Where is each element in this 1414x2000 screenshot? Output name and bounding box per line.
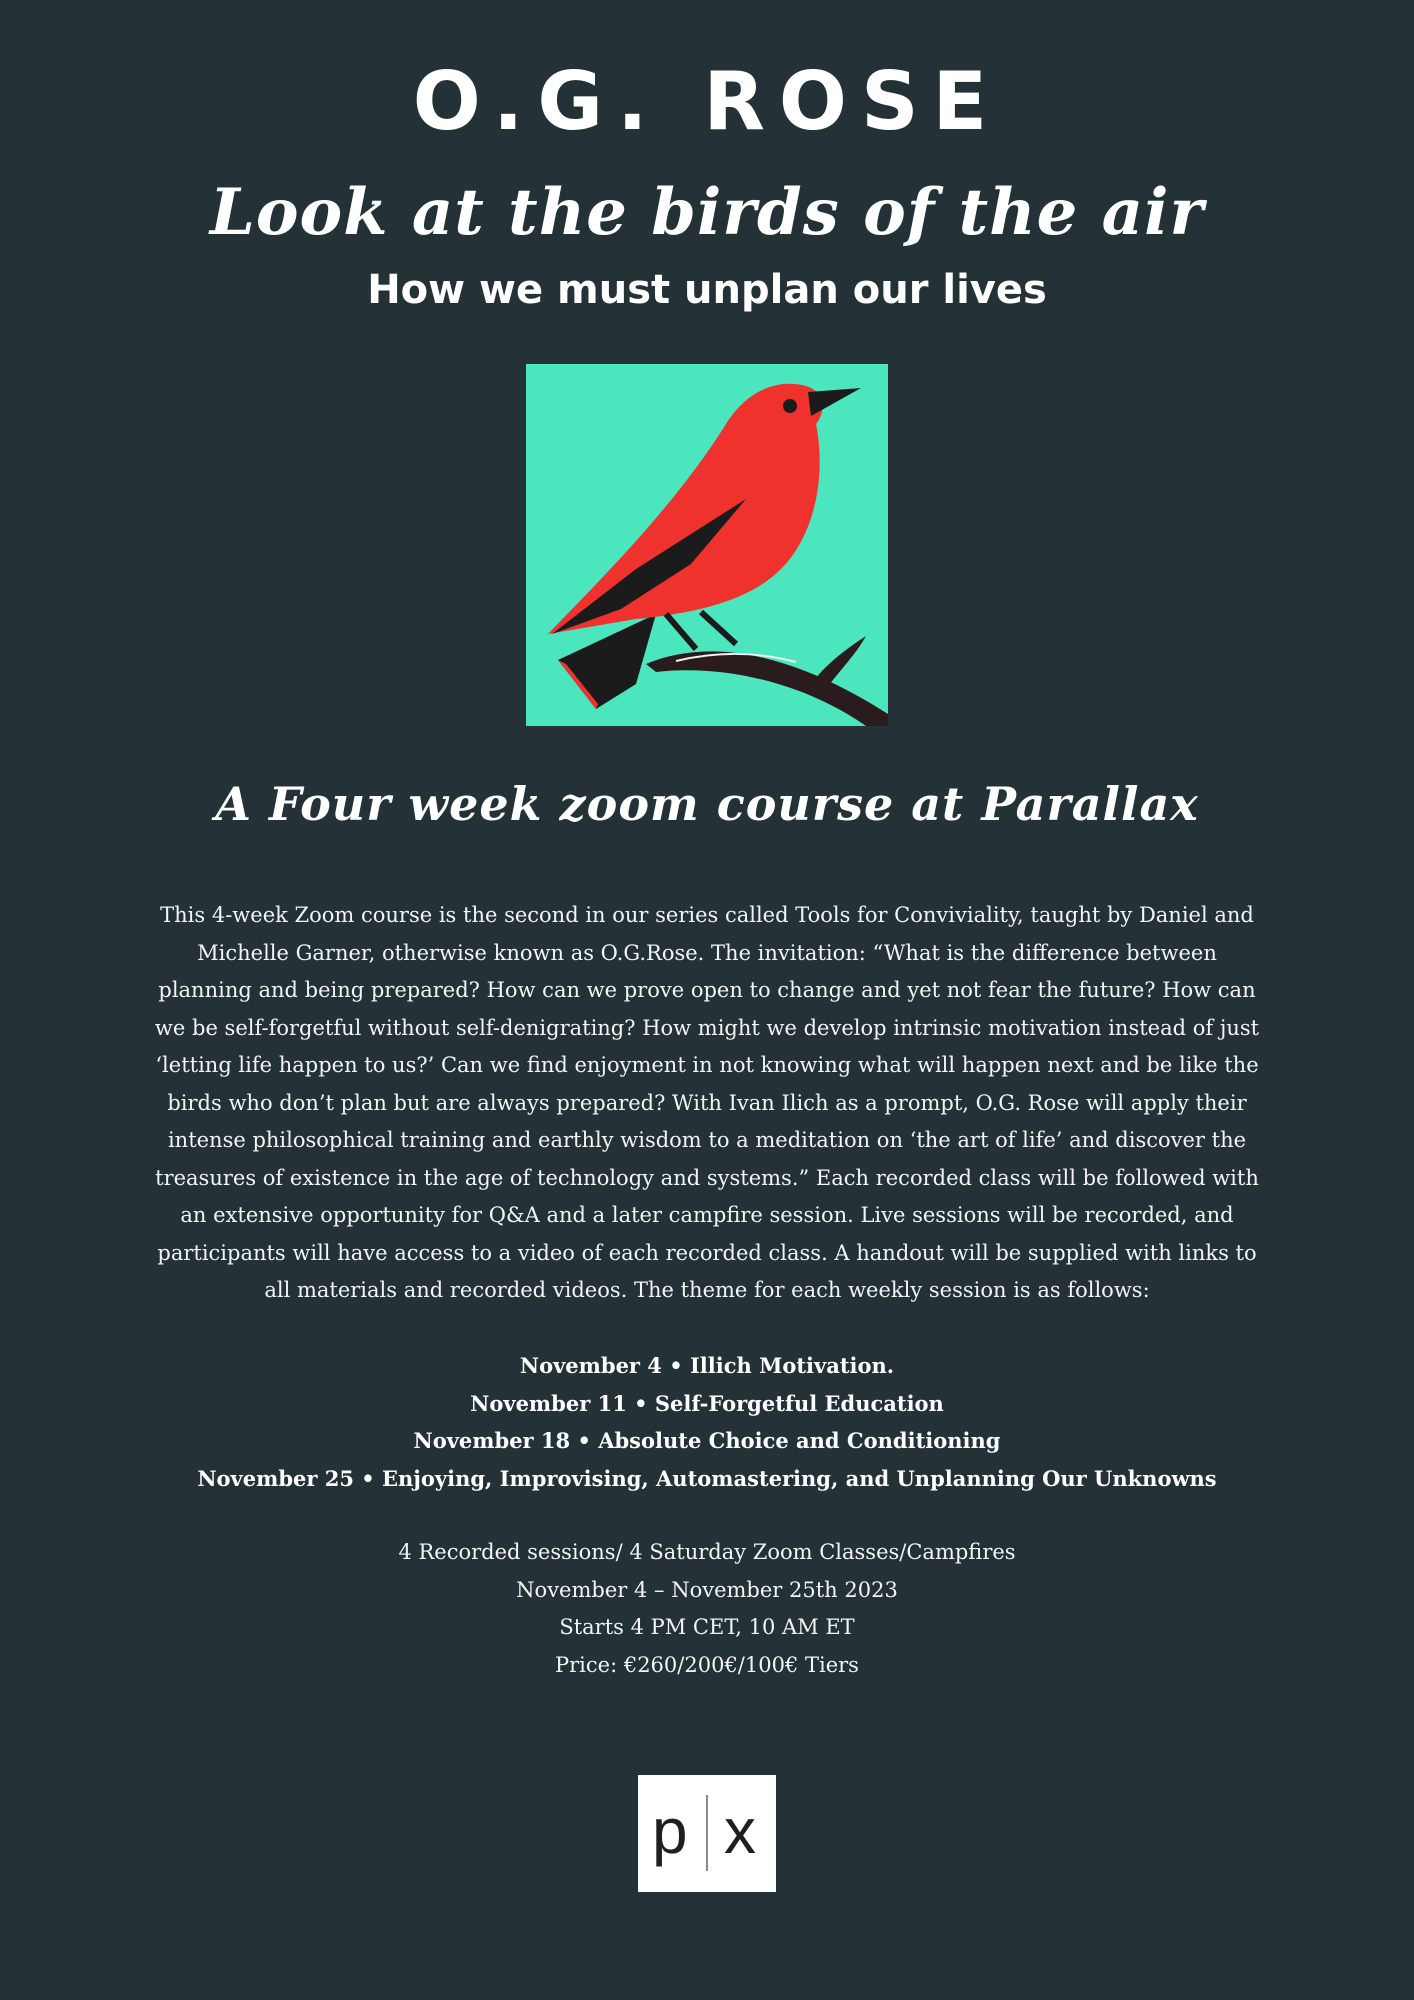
- course-dates: November 4 – November 25th 2023: [516, 1577, 898, 1602]
- parallax-logo: [638, 1775, 776, 1892]
- event-subtitle: How we must unplan our lives: [367, 267, 1047, 313]
- session-item: November 18 • Absolute Choice and Conditioning: [413, 1428, 1001, 1453]
- logo-divider: [706, 1795, 708, 1871]
- bird-eye: [783, 399, 797, 413]
- event-title: Look at the birds of the air: [209, 175, 1205, 250]
- red-bird-illustration: [526, 364, 888, 726]
- course-details: [0, 1534, 1414, 1684]
- course-time: Starts 4 PM CET, 10 AM ET: [559, 1615, 855, 1639]
- course-format: 4 Recorded sessions/ 4 Saturday Zoom Classes/Campfires: [398, 1540, 1016, 1564]
- author-name: O.G. ROSE: [412, 55, 1002, 148]
- logo-letter-x: x: [724, 1795, 756, 1867]
- course-price: Price: €260/200€/100€ Tiers: [555, 1652, 859, 1677]
- session-list: [0, 1347, 1414, 1497]
- session-item: November 11 • Self-Forgetful Education: [470, 1390, 944, 1416]
- course-heading: A Four week zoom course at Parallax: [215, 777, 1199, 831]
- course-description: This 4-week Zoom course is the second in our series called Tools for Conviviality, taught by Daniel and Michelle Garner, otherwise known as O.G.Rose. The invitation: “What is the difference between planning and being prepared? How can we prove open to change and yet not fear the future? How can we be self-forgetful without self-denigrating? How might we develop intrinsic motivation instead of just ‘letting life happen to us?’ Can we find enjoyment in not knowing what will happen next and be like the birds who don’t plan but are always prepared? With Ivan Ilich as a prompt, O.G. Rose will apply their intense philosophical training and earthly wisdom to a meditation on ‘the art of life’ and discover the treasures of existence in the age of technology and systems.” Each recorded class will be followed with an extensive opportunity for Q&A and a later campfire session. Live sessions will be recorded, and participants will have access to a video of each recorded class. A handout will be supplied with links to all materials and recorded videos. The theme for each weekly session is as follows:: [154, 903, 1260, 1302]
- logo-letter-p: p: [652, 1795, 688, 1867]
- session-item: November 25 • Enjoying, Improvising, Automastering, and Unplanning Our Unknowns: [197, 1465, 1217, 1491]
- session-item: November 4 • Illich Motivation.: [519, 1353, 895, 1378]
